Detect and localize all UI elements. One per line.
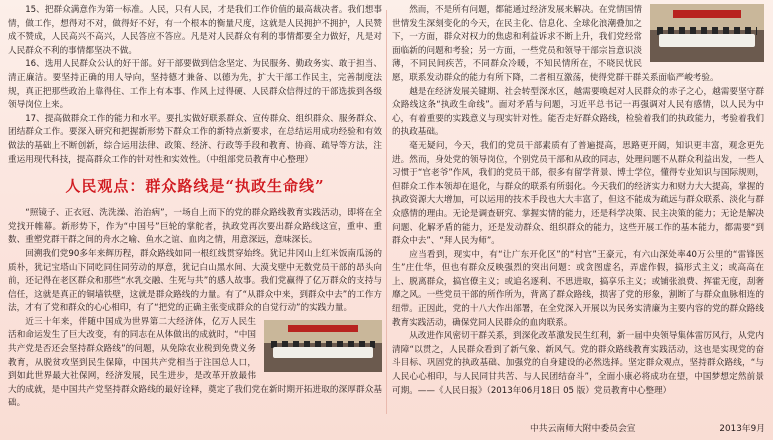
meeting-photo-left bbox=[264, 320, 382, 372]
heading-row bbox=[8, 167, 382, 207]
item-17: 17、提高做群众工作的能力和水平。要扎实做好联系群众、宣传群众、组织群众、服务群众、团结群众工作。要深入研究和把握新形势下群众工作的新特点新要求，在总结运用成功经验和有效做法的基础上不断创新，综合运用法律、政策、经济、行政等手段和教育、协商、疏导等方法，注重运用现代科技，提高群众工作的针对性和实效性。（中组部党员教育中心整理） bbox=[8, 113, 382, 165]
footer-org: 中共云南师大附中委员会宣 bbox=[530, 424, 636, 434]
photo-table bbox=[273, 347, 372, 358]
footer-date: 2013年9月 bbox=[719, 424, 765, 434]
right-paragraph: 然而，不是所有问题，都能通过经济发展来解决。在党情国情世情发生深刻变化的今天，在民主化、信息化、全球化浪潮叠加之下，一方面，群众对权力的焦虑和利益诉求不断上升，我们党经常面临新的问题和考验；另一方面，一些党员和领导干部宗旨意识淡薄，不同民间疾苦，不同群众冷暖，不知民情所在，不晓民忧民愿，联系发动群众的能力有所下降，二者相互激荡，使得党群干群关系面临严峻考验。 bbox=[392, 5, 719, 83]
item-15: 15、把群众满意作为第一标准。人民，只有人民，才是我们工作价值的最高裁决者。我们想事情，做工作，想得对不对，做得好不好，有一个根本的衡量尺度，这就是人民拥护不拥护，人民赞成不赞成，人民高兴不高兴，人民答应不答应。凡是对人民群众有利的事情都要全力做好，凡是对人民群众不利的事情都坚决不做。 bbox=[8, 5, 382, 56]
meeting-photo-right bbox=[650, 4, 764, 62]
right-paragraph: 越是在经济发展关键期、社会转型深水区，越需要唤起对人民群众的赤子之心，越需要坚守群众路线这条“执政生命线”。面对矛盾与问题，习近平总书记一再强调对人民有感情，以人民为中心，有着重要的实践意义与现实针对性。能否走好群众路线，检验着我们的执政能力，考验着我们的执政基础。 bbox=[392, 86, 764, 138]
right-paragraph: 毫无疑问，今天，我们的党员干部素质有了普遍提高，思路更开阔，知识更丰富，观念更先进。然而，身处党的领导岗位，个别党员干部和从政的同志，处理问题不从群众利益出发，一些人习惯于“官老爷”作风，我们的党员干部，很多有留学背景、博士学位，懂得专业知识与国际规则，但群众工作本领却在退化，与群众的联系有所弱化。今天我们的经济实力和财力大大提高，掌握的执政资源大大增加，可以运用的技术手段也大大丰富了，但这不能成为疏远与群众联系、淡化与群众感情的理由。无论是调查研究、掌握实情的能力，还是科学决策、民主决策的能力；无论是解决问题、化解矛盾的能力，还是发动群众、组织群众的能力，这些开展工作的基本能力，都需要“到群众中去”、“拜人民为师”。 bbox=[392, 140, 764, 247]
right-column bbox=[392, 4, 764, 418]
left-column bbox=[8, 4, 382, 418]
photo-table bbox=[659, 34, 755, 47]
article-paragraph: 近三十年来，伴随中国成为世界第二大经济体，亿万人民生活和命运发生了巨大改变，有的同志在从体做出的成就时，“中国共产党是否还会坚持群众路线”的问题，从免除农业税到免费义务教育，从脱贫攻坚到民生保障，中国共产党相当于注国总人口，到如此世界最大社保网，经济发展，民生进步，是改革开放最伟大的成就，是中国共产党坚持群众路线的最好诠释，奠定了我们党在新时期开拓进取的深厚群众基础。 bbox=[8, 316, 382, 409]
footer bbox=[530, 421, 765, 434]
article-paragraph: “照镜子、正衣冠、洗洗澡、治治病”，一场自上而下的党的群众路线教育实践活动，即将在全党找开帷幕。新形势下，作为“中国号”巨轮的掌舵者，执政党再次要出群众路线这宣，重申、重数、重塑党群干群之间的舟水之喻、鱼水之谊、血肉之情，用意深远，意味深长。 bbox=[8, 208, 382, 246]
article-heading: 人民观点：群众路线是“执政生命线” bbox=[65, 177, 325, 196]
right-paragraph: 应当看到，现实中，有“让广东开化区”的“村官”王豪元，有六山深处率40万公里的“雷锋医生”庄仕华，但也有群众反映强烈的突出问题：或贪图虚名，弄虚作假，搞形式主义；或高高在上、脱离群众，搞官僚主义；或追名逐利、不思进取，搞享乐主义；或铺张浪费、挥霍无度，刮奢靡之风。一些党员干部的所作所为，背离了群众路线，损害了党的形象，割断了与群众血脉相连的纽带。正因此，党的十八大作出部署，在全党深入开展以为民务实清廉为主要内容的党的群众路线教育实践活动，确保党同人民群众的血肉联系。 bbox=[392, 249, 764, 328]
photo-banner bbox=[288, 325, 359, 332]
right-paragraph: 从改进作风密切干群关系，到深化改革激发民生红利，新一届中央领导集体雷厉风行，从党内清障“以贯之，人民群众看到了新气象、新风气。党的群众路线教育实践活动，这也是实现党的奋斗目标、巩固党的执政基础、加强党的自身建设的必然选择。坚定群众观点，坚持群众路线，“与人民心心相印，与人民同甘共苦、与人民团结奋斗”，全面小康必将成功在望，中国梦想定然前景可期。——《人民日报》（2013年06月18日 05 版）党员教育中心整理） bbox=[392, 331, 764, 396]
column-divider bbox=[386, 10, 387, 414]
article-paragraph: 回溯我们党90多年来辉历程，群众路线如同一根红线贯穿始终。犹记井冈山上红米饭南瓜汤的质朴，犹记宝塔山下同吃同住同劳动的厚意，犹记白山黑水间、大漠戈壁中无数党员干部的昂头向前，还记得在老区群众和那些“水乳交融、生死与共”的感人故事。我们党赢得了亿万群众的支持与信任，这就是真正的铜墙铁壁，这就是群众路线的力量。有了“从群众中来，到群众中去”的工作方法，才有了党和群众的心心相印，有了“把党的正确主张变成群众的自觉行动”的实践力量。 bbox=[8, 248, 382, 314]
photo-banner bbox=[673, 10, 741, 18]
item-16: 16、选用人民群众公认的好干部。好干部要做到信念坚定、为民服务、勤政务实、敢于担当、清正廉洁。要坚持正确的用人导向，坚持德才兼备、以德为先，扩大干部工作民主，完善制度法规，真正把那些政治上靠得住、工作上有本事、作风上过得硬、人民群众信得过的干部选拔到各级领导岗位上来。 bbox=[8, 59, 382, 111]
